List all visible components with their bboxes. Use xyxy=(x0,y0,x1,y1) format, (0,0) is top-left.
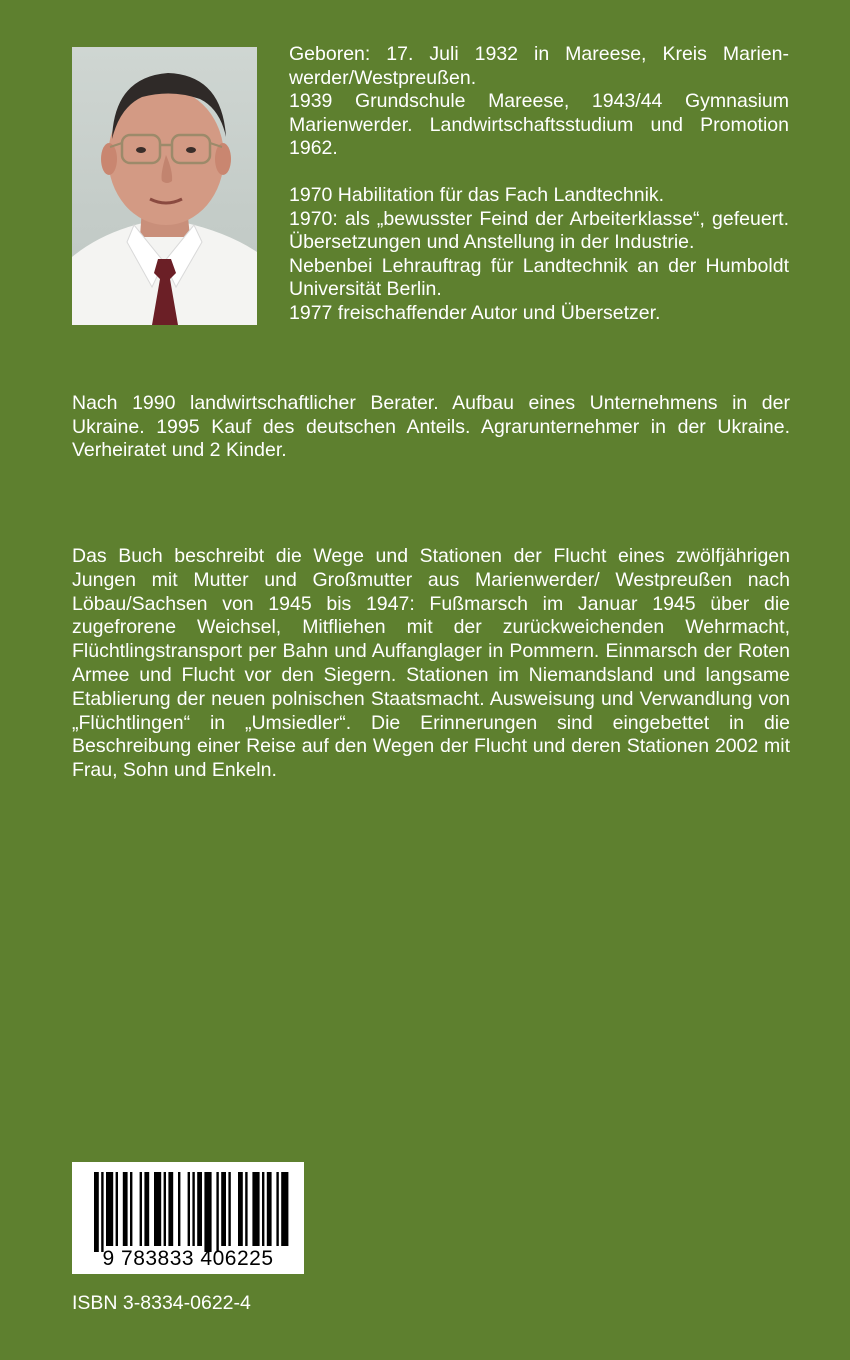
barcode-bar xyxy=(188,1172,190,1246)
book-description: Das Buch beschreibt die Wege und Stationen der Flucht eines zwölfjährigen Jungen mit Mutter und Großmutter aus Marienwerder/ Westpreußen nach Löbau/Sachsen von 1945 bis 1947: Fußmarsch im Januar 1945 über die zugefrorene Weichsel, Mitfliehen mit der zurückweichenden Wehrmacht, Flüchtlingstransport per Bahn und Auffanglager in Pommern. Einmarsch der Roten Armee und Flucht vor den Siegern. Stationen im Niemandsland und langsame Etablierung der neuen polnischen Staatsmacht. Ausweisung und Verwandlung von „Flüchtlingen“ in „Umsiedler“. Die Erinnerungen sind eingebettet in die Beschreibung einer Reise auf den Wegen der Flucht und deren Stationen 2002 mit Frau, Sohn und Enkeln. xyxy=(72,545,790,782)
barcode-bar xyxy=(281,1172,288,1246)
barcode-bar xyxy=(221,1172,226,1246)
author-portrait-icon xyxy=(72,47,257,325)
bio-line-author: 1977 freischaffender Autor und Übersetzer. xyxy=(289,301,661,324)
barcode xyxy=(72,1162,304,1274)
barcode-bar xyxy=(144,1172,149,1246)
bio-line-habilitation: 1970 Habilitation für das Fach Landtechnik. xyxy=(289,184,665,206)
barcode-bar xyxy=(164,1172,166,1246)
barcode-bar xyxy=(140,1172,142,1246)
barcode-bar xyxy=(116,1172,118,1246)
barcode-bar xyxy=(197,1172,202,1246)
barcode-bar xyxy=(238,1172,243,1246)
barcode-bar xyxy=(154,1172,161,1246)
author-bio-top xyxy=(289,43,789,325)
barcode-bar xyxy=(276,1172,278,1246)
barcode-bar xyxy=(168,1172,173,1246)
barcode-bar xyxy=(262,1172,264,1246)
isbn-label: ISBN 3-8334-0622-4 xyxy=(72,1292,251,1314)
barcode-bar xyxy=(178,1172,180,1246)
barcode-bar xyxy=(101,1172,103,1252)
barcode-digits: 9 783833 406225 xyxy=(102,1247,274,1270)
bio-line-birth: Geboren: 17. Juli 1932 in Mareese, Kreis Marienwerder/Westpreußen. xyxy=(289,43,789,89)
bio-line-school: 1939 Grundschule Mareese, 1943/44 Gymnasium Marienwerder. Landwirtschaftsstudium und Promotion 1962. xyxy=(289,90,789,159)
barcode-bar xyxy=(228,1172,230,1246)
barcode-bar xyxy=(192,1172,194,1246)
barcode-bar xyxy=(267,1172,272,1246)
bio-line-fired: 1970: als „bewusster Feind der Arbeiterklasse“, gefeuert. Übersetzungen und Anstellung in der Industrie. xyxy=(289,207,789,253)
barcode-bar xyxy=(123,1172,128,1246)
barcode-bar xyxy=(245,1172,247,1246)
barcode-bar xyxy=(252,1172,259,1246)
barcode-bar xyxy=(216,1172,218,1252)
author-bio-bottom: Nach 1990 landwirtschaftlicher Berater. Aufbau eines Unternehmens in der Ukraine. 1995 Kauf des deutschen Anteils. Agrarunternehmer in der Ukraine. Verheiratet und 2 Kinder. xyxy=(72,392,790,461)
bio-line-teaching: Nebenbei Lehrauftrag für Landtechnik an der Humboldt Universität Berlin. xyxy=(289,254,789,300)
author-photo xyxy=(72,47,257,325)
barcode-bar xyxy=(94,1172,99,1252)
barcode-bar xyxy=(106,1172,113,1246)
barcode-bar xyxy=(204,1172,211,1252)
barcode-bar xyxy=(130,1172,132,1246)
